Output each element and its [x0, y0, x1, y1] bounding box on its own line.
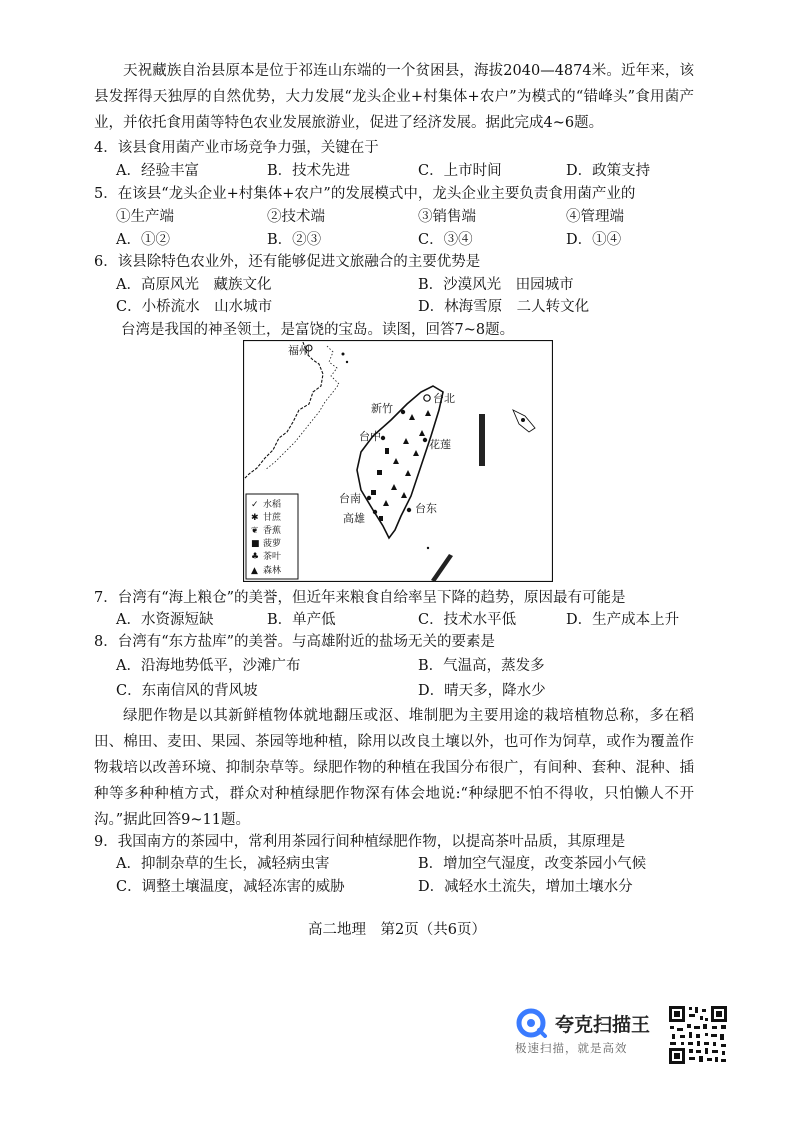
city-label-hualien: 花莲 — [429, 438, 451, 451]
q9-option-a: A．抑制杂草的生长，减轻病虫害 — [116, 856, 330, 872]
legend-label-pineapple: 菠萝 — [263, 539, 282, 549]
city-label-hsinchu: 新竹 — [371, 402, 393, 415]
passage-intro-3: 绿肥作物是以其新鲜植物体就地翻压或沤、堆制肥为主要用途的栽培植物总称，多在稻田、棉田、麦田、果园、茶园等地种植，除用以改良土壤以外，也可作为饲草，或作为覆盖作物栽培以改善环境、抑制杂草等。绿肥作物的种植在我国分布很广，有间种、套种、混种、插种等多种种植方式，群众对种植绿肥作物深有体会地说:“种绿肥不怕不得收，只怕懒人不开沟。”据此回答9~11题。 — [94, 708, 694, 828]
q8-option-c: C．东南信风的背风坡 — [116, 683, 258, 699]
q5-option-c: C．③④ — [418, 232, 473, 248]
q5-item-1: ①生产端 — [116, 209, 174, 225]
q6-option-d: D．林海雪原 二人转文化 — [418, 299, 590, 315]
q9-option-d: D．减轻水土流失，增加土壤水分 — [418, 879, 633, 895]
legend-label-forest: 森林 — [263, 566, 282, 576]
q7-option-c: C．技术水平低 — [418, 612, 517, 628]
scanner-logo-icon — [515, 1008, 549, 1038]
q5-option-a: A．①② — [116, 232, 170, 248]
question-4-stem: 4．该县食用菌产业市场竞争力强，关键在于 — [94, 140, 379, 156]
q5-option-b: B．②③ — [267, 232, 322, 248]
q5-item-3: ③销售端 — [418, 209, 476, 225]
legend-symbol-rice: ✓ — [251, 500, 259, 510]
scanner-watermark — [515, 1008, 665, 1058]
city-label-fuzhou: 福州 — [288, 344, 310, 357]
city-label-kaohsiung: 高雄 — [343, 512, 365, 525]
q9-option-c: C．调整土壤温度，减轻冻害的威胁 — [116, 879, 345, 895]
question-5-stem: 5．在该县“龙头企业+村集体+农户”的发展模式中，龙头企业主要负责食用菌产业的 — [94, 186, 636, 202]
passage-intro-2: 台湾是我国的神圣领土，是富饶的宝岛。读图，回答7~8题。 — [121, 322, 515, 338]
bar-mark-vertical — [479, 414, 485, 466]
city-marker-tainan — [367, 496, 371, 500]
q8-option-a: A．沿海地势低平，沙滩广布 — [116, 658, 301, 674]
q9-option-b: B．增加空气湿度，改变茶园小气候 — [418, 856, 647, 872]
scanner-brand-slogan: 极速扫描，就是高效 — [515, 1041, 628, 1055]
island — [427, 547, 429, 549]
qr-code — [667, 1004, 729, 1066]
question-9-stem: 9．我国南方的茶园中，常利用茶园行间种植绿肥作物，以提高茶叶品质，其原理是 — [94, 834, 626, 850]
island — [346, 361, 348, 363]
q6-option-a: A．高原风光 藏族文化 — [116, 277, 272, 293]
question-8-stem: 8．台湾有“东方盐库”的美誉。与高雄附近的盐场无关的要素是 — [94, 634, 496, 650]
q5-item-4: ④管理端 — [566, 209, 624, 225]
taiwan-map — [243, 340, 553, 582]
legend-symbol-banana: ❦ — [251, 526, 259, 536]
q4-option-a: A．经验丰富 — [116, 163, 199, 179]
legend-label-banana: 香蕉 — [263, 526, 282, 536]
legend-symbol-pineapple: ■ — [251, 539, 260, 549]
island — [521, 418, 525, 422]
q4-option-c: C．上市时间 — [418, 163, 502, 179]
q5-item-2: ②技术端 — [267, 209, 325, 225]
q8-option-d: D．晴天多，降水少 — [418, 683, 546, 699]
legend-symbol-sugarcane: ✱ — [251, 513, 259, 523]
q4-option-b: B．技术先进 — [267, 163, 351, 179]
city-marker-taipei — [424, 395, 430, 401]
legend-label-rice: 水稻 — [263, 500, 282, 510]
q6-option-c: C．小桥流水 山水城市 — [116, 299, 273, 315]
city-label-taichung: 台中 — [359, 430, 381, 443]
q7-option-b: B．单产低 — [267, 612, 336, 628]
page-footer: 高二地理 第2页（共6页） — [308, 922, 486, 938]
legend-symbol-tea: ♣ — [251, 552, 260, 562]
island — [342, 353, 345, 356]
q7-option-a: A．水资源短缺 — [116, 612, 214, 628]
legend-symbol-forest: ▲ — [251, 566, 258, 576]
q6-option-b: B．沙漠风光 田园城市 — [418, 277, 574, 293]
scanner-brand-name: 夸克扫描王 — [555, 1014, 651, 1036]
city-marker-taichung — [381, 436, 385, 440]
q5-option-d: D．①④ — [566, 232, 622, 248]
q8-option-b: B．气温高，蒸发多 — [418, 658, 545, 674]
city-marker-hsinchu — [401, 410, 405, 414]
city-label-taipei: 台北 — [433, 392, 455, 405]
city-label-taitung: 台东 — [415, 502, 437, 515]
city-marker-taitung — [407, 508, 411, 512]
city-label-tainan: 台南 — [339, 492, 361, 505]
city-marker-hualien — [423, 438, 427, 442]
question-6-stem: 6．该县除特色农业外，还有能够促进文旅融合的主要优势是 — [94, 254, 481, 270]
q7-option-d: D．生产成本上升 — [566, 612, 680, 628]
city-marker-kaohsiung — [373, 510, 377, 514]
question-7-stem: 7．台湾有“海上粮仓”的美誉，但近年来粮食自给率呈下降的趋势，原因最有可能是 — [94, 590, 626, 606]
q4-option-d: D．政策支持 — [566, 163, 651, 179]
legend-label-sugarcane: 甘蔗 — [263, 513, 282, 523]
passage-intro-1: 天祝藏族自治县原本是位于祁连山东端的一个贫困县，海拔2040—4874米。近年来，该县发挥得天独厚的自然优势，大力发展“龙头企业+村集体+农户”为模式的“错峰头”食用菌产业，并依托食用菌等特色农业发展旅游业，促进了经济发展。据此完成4~6题。 — [94, 63, 694, 131]
legend-label-tea: 茶叶 — [263, 552, 282, 562]
